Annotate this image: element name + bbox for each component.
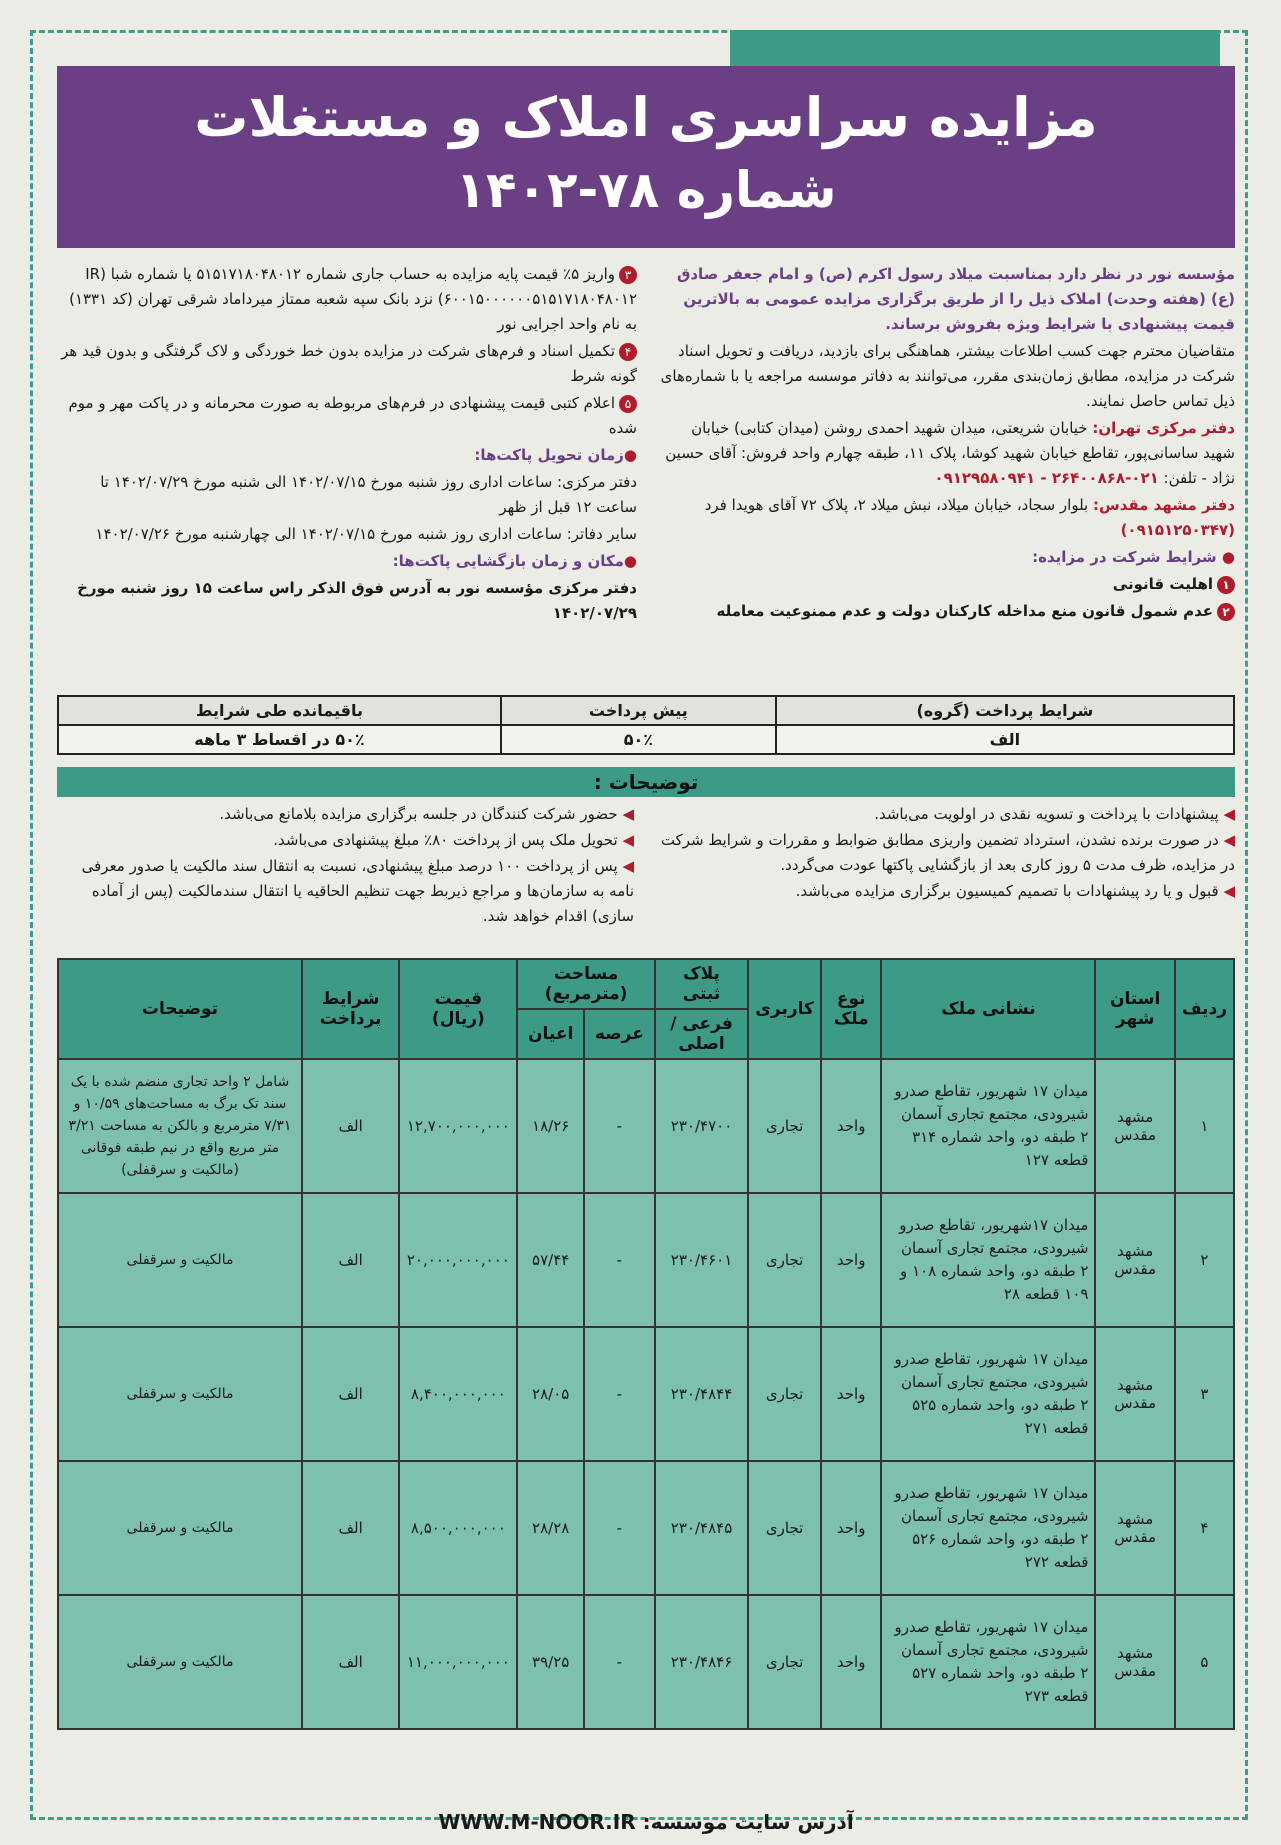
city-cell: مشهد مقدس: [1095, 1461, 1174, 1595]
description-cell: مالکیت و سرقفلی: [58, 1461, 302, 1595]
payment-cell: الف: [302, 1327, 399, 1461]
building-area-cell: ۲۸/۲۸: [517, 1461, 584, 1595]
city-cell: مشهد مقدس: [1095, 1193, 1174, 1327]
number-badge-icon: ۲: [1217, 603, 1235, 621]
opening-text: دفتر مرکزی مؤسسه نور به آدرس فوق الذکر راس ساعت ۱۵ روز شنبه مورخ ۱۴۰۲/۰۷/۲۹: [77, 579, 637, 622]
note-item: [658, 879, 1235, 904]
plaque-cell: ۲۳۰/۴۶۰۱: [655, 1193, 749, 1327]
opening-label-text: مکان و زمان بازگشایی پاکت‌ها:: [392, 552, 624, 570]
triangle-bullet-icon: ◀: [1223, 882, 1235, 900]
condition-item: [655, 572, 1235, 597]
row-number: ۵: [1175, 1595, 1234, 1729]
description-cell: مالکیت و سرقفلی: [58, 1327, 302, 1461]
plaque-cell: ۲۳۰/۴۷۰۰: [655, 1059, 749, 1193]
page-subtitle: شماره ۷۸-۱۴۰۲: [455, 161, 837, 219]
mashhad-office-label: دفتر مشهد مقدس:: [1093, 496, 1235, 514]
address-cell: میدان ۱۷ شهریور، تقاطع صدرو شیرودی، مجتمع تجاری آسمان ۲ طبقه دو، واحد شماره ۵۲۵ قطعه ۲۷۱: [881, 1327, 1095, 1461]
page-title: مزایده سراسری املاک و مستغلات: [194, 86, 1098, 149]
building-area-cell: ۳۹/۲۵: [517, 1595, 584, 1729]
note-text: تحویل ملک پس از پرداخت ۸۰٪ مبلغ پیشنهادی می‌باشد.: [273, 831, 618, 849]
payment-value-row: [58, 725, 1234, 754]
number-badge-icon: ۱: [1217, 576, 1235, 594]
type-cell: واحد: [821, 1461, 882, 1595]
header-usage: کاربری: [748, 959, 821, 1059]
payment-table: [57, 695, 1235, 755]
left-column: [57, 262, 637, 672]
number-badge-icon: ۳: [619, 266, 637, 284]
note-item: [57, 828, 634, 853]
table-row: [58, 1327, 1234, 1461]
tehran-office-text: خیابان شریعتی، میدان شهید احمدی روشن (میدان کتابی) خیابان شهید ساسانی‌پور، تقاطع خیابان شهید کوشا، پلاک ۱۱، طبقه چهارم واحد فروش: آقای حسین نژاد - تلفن:: [665, 419, 1235, 487]
header-desc: توضیحات: [58, 959, 302, 1059]
triangle-bullet-icon: ◀: [1223, 805, 1235, 823]
header-building: اعیان: [517, 1009, 584, 1059]
conditions-label-text: شرایط شرکت در مزایده:: [1032, 548, 1217, 566]
delivery-label-text: زمان تحویل پاکت‌ها:: [474, 446, 624, 464]
delivery-label: [57, 443, 637, 468]
type-cell: واحد: [821, 1327, 882, 1461]
header-address: نشانی ملک: [881, 959, 1095, 1059]
tehran-office-phone: ۰۲۱-۲۶۴۰۰۸۶۸ - ۰۹۱۲۹۵۸۰۹۴۱: [934, 469, 1159, 487]
condition-item: [655, 599, 1235, 624]
payment-header-remaining: باقیمانده طی شرایط: [58, 696, 501, 725]
building-area-cell: ۱۸/۲۶: [517, 1059, 584, 1193]
number-badge-icon: ۴: [619, 343, 637, 361]
price-cell: ۸,۴۰۰,۰۰۰,۰۰۰: [399, 1327, 517, 1461]
condition-text: تکمیل اسناد و فرم‌های شرکت در مزایده بدون خط خوردگی و لاک گرفتگی و بدون قید هر گونه شرط: [61, 342, 637, 385]
land-area-cell: -: [584, 1059, 655, 1193]
notes-section: [57, 802, 1235, 942]
triangle-bullet-icon: ◀: [622, 805, 634, 823]
property-table: [57, 958, 1235, 1730]
price-cell: ۱۱,۰۰۰,۰۰۰,۰۰۰: [399, 1595, 517, 1729]
footer-label: آدرس سایت موسسه:: [642, 1810, 854, 1834]
page-header: [57, 66, 1235, 248]
usage-cell: تجاری: [748, 1193, 821, 1327]
address-cell: میدان ۱۷ شهریور، تقاطع صدرو شیرودی، مجتمع تجاری آسمان ۲ طبقه دو، واحد شماره ۵۲۶ قطعه ۲۷۲: [881, 1461, 1095, 1595]
site-url-link[interactable]: WWW.M-NOOR.IR: [438, 1810, 636, 1834]
header-row-num: ردیف: [1175, 959, 1234, 1059]
header-area: مساحت (مترمربع): [517, 959, 654, 1009]
notes-right: [658, 802, 1235, 942]
header-land: عرصه: [584, 1009, 655, 1059]
usage-cell: تجاری: [748, 1059, 821, 1193]
header-accent-bar: [730, 30, 1220, 66]
table-row: [58, 1193, 1234, 1327]
header-payment: شرایط پرداخت: [302, 959, 399, 1059]
row-number: ۴: [1175, 1461, 1234, 1595]
condition-text: عدم شمول قانون منع مداخله کارکنان دولت و عدم ممنوعیت معامله: [716, 602, 1213, 620]
land-area-cell: -: [584, 1327, 655, 1461]
notes-left: [57, 802, 634, 942]
tehran-office-label: دفتر مرکزی تهران:: [1092, 419, 1235, 437]
plaque-cell: ۲۳۰/۴۸۴۵: [655, 1461, 749, 1595]
note-text: قبول و یا رد پیشنهادات با تصمیم کمیسیون برگزاری مزایده می‌باشد.: [795, 882, 1219, 900]
table-row: [58, 1461, 1234, 1595]
payment-remaining-value: ۵۰٪ در اقساط ۳ ماهه: [58, 725, 501, 754]
note-text: پس از پرداخت ۱۰۰ درصد مبلغ پیشنهادی، نسبت به انتقال سند مالکیت یا صدور معرفی نامه به سازمان‌ها و مراجع ذیربط جهت تنظیم الحاقیه یا انتقال سندمالکیت (پس از آماده سازی) اقدام خواهد شد.: [81, 857, 634, 925]
condition-item: [57, 262, 637, 337]
payment-header-row: [58, 696, 1234, 725]
payment-cell: الف: [302, 1193, 399, 1327]
plaque-cell: ۲۳۰/۴۸۴۶: [655, 1595, 749, 1729]
address-cell: میدان ۱۷ شهریور، تقاطع صدرو شیرودی، مجتمع تجاری آسمان ۲ طبقه دو، واحد شماره ۵۲۷ قطعه ۲۷۳: [881, 1595, 1095, 1729]
usage-cell: تجاری: [748, 1595, 821, 1729]
delivery-central: دفتر مرکزی: ساعات اداری روز شنبه مورخ ۱۴۰۲/۰۷/۱۵ الی شنبه مورخ ۱۴۰۲/۰۷/۲۹ تا ساعت ۱۲ قبل از ظهر: [100, 473, 637, 516]
intro-columns: [57, 262, 1235, 672]
land-area-cell: -: [584, 1461, 655, 1595]
condition-text: اعلام کتبی قیمت پیشنهادی در فرم‌های مربوطه به صورت محرمانه و در پاکت مهر و موم شده: [68, 394, 637, 437]
tehran-office: [655, 416, 1235, 491]
row-number: ۳: [1175, 1327, 1234, 1461]
triangle-bullet-icon: ◀: [1223, 831, 1235, 849]
note-text: حضور شرکت کنندگان در جلسه برگزاری مزایده بلامانع می‌باشد.: [219, 805, 618, 823]
note-item: [658, 802, 1235, 827]
payment-prepay-value: ۵۰٪: [501, 725, 776, 754]
payment-header-group: شرایط پرداخت (گروه): [776, 696, 1234, 725]
intro-text: مؤسسه نور در نظر دارد بمناسبت میلاد رسول اکرم (ص) و امام جعفر صادق (ع) (هفته وحدت) املاک ذیل را از طریق برگزاری مزایده عمومی به بالاترین قیمت پیشنهادی با شرایط ویژه بفروش برساند.: [676, 265, 1235, 333]
price-cell: ۱۲,۷۰۰,۰۰۰,۰۰۰: [399, 1059, 517, 1193]
site-footer: [57, 1810, 1235, 1840]
contact-intro: متقاضیان محترم جهت کسب اطلاعات بیشتر، هماهنگی برای بازدید، دریافت و تحویل اسناد شرکت در مزایده، مطابق زمان‌بندی مقرر، می‌توانند به دفاتر موسسه مراجعه یا با شماره‌های ذیل تماس حاصل نمایند.: [660, 342, 1235, 410]
address-cell: میدان ۱۷شهریور، تقاطع صدرو شیرودی، مجتمع تجاری آسمان ۲ طبقه دو، واحد شماره ۱۰۸ و ۱۰۹ قطعه ۲۸: [881, 1193, 1095, 1327]
description-cell: مالکیت و سرقفلی: [58, 1595, 302, 1729]
number-badge-icon: ۵: [619, 395, 637, 413]
building-area-cell: ۲۸/۰۵: [517, 1327, 584, 1461]
note-item: [57, 854, 634, 929]
price-cell: ۲۰,۰۰۰,۰۰۰,۰۰۰: [399, 1193, 517, 1327]
note-text: پیشنهادات با پرداخت و تسویه نقدی در اولویت می‌باشد.: [874, 805, 1219, 823]
header-plaque: پلاک ثبتی: [655, 959, 749, 1009]
bullet-icon: ●: [623, 446, 637, 464]
table-row: [58, 1059, 1234, 1193]
type-cell: واحد: [821, 1193, 882, 1327]
triangle-bullet-icon: ◀: [622, 831, 634, 849]
triangle-bullet-icon: ◀: [622, 857, 634, 875]
city-cell: مشهد مقدس: [1095, 1059, 1174, 1193]
payment-header-prepay: پیش پرداخت: [501, 696, 776, 725]
building-area-cell: ۵۷/۴۴: [517, 1193, 584, 1327]
header-price: قیمت (ریال): [399, 959, 517, 1059]
description-cell: شامل ۲ واحد تجاری منضم شده با یک سند تک برگ به مساحت‌های ۱۰/۵۹ و ۷/۳۱ مترمربع و بالکن به مساحت ۳/۲۱ متر مربع واقع در نیم طبقه فوقانی (مالکیت و سرقفلی): [58, 1059, 302, 1193]
payment-group-value: الف: [776, 725, 1234, 754]
delivery-other: سایر دفاتر: ساعات اداری روز شنبه مورخ ۱۴۰۲/۰۷/۱۵ الی چهارشنبه مورخ ۱۴۰۲/۰۷/۲۶: [95, 525, 637, 543]
type-cell: واحد: [821, 1595, 882, 1729]
condition-text: اهلیت قانونی: [1112, 575, 1213, 593]
address-cell: میدان ۱۷ شهریور، تقاطع صدرو شیرودی، مجتمع تجاری آسمان ۲ طبقه دو، واحد شماره ۳۱۴ قطعه ۱۲۷: [881, 1059, 1095, 1193]
right-column: [655, 262, 1235, 672]
opening-label: [57, 549, 637, 574]
land-area-cell: -: [584, 1193, 655, 1327]
row-number: ۲: [1175, 1193, 1234, 1327]
usage-cell: تجاری: [748, 1327, 821, 1461]
bullet-icon: ●: [623, 552, 637, 570]
type-cell: واحد: [821, 1059, 882, 1193]
header-plaque-sub: فرعی / اصلی: [655, 1009, 749, 1059]
plaque-cell: ۲۳۰/۴۸۴۴: [655, 1327, 749, 1461]
table-row: [58, 1595, 1234, 1729]
conditions-label: [655, 545, 1235, 570]
payment-cell: الف: [302, 1595, 399, 1729]
note-text: در صورت برنده نشدن، استرداد تضمین واریزی مطابق ضوابط و مقررات و شرایط شرکت در مزایده، ظرف مدت ۵ روز کاری بعد از بازگشایی پاکتها عودت می‌گردد.: [660, 831, 1235, 874]
condition-item: [57, 391, 637, 441]
condition-text: واریز ۵٪ قیمت پایه مزایده به حساب جاری شماره ۵۱۵۱۷۱۸۰۴۸۰۱۲ یا شماره شبا (IR ۶۰۰۱۵۰۰۰۰۰۰۵۱۵۱۷۱۸۰۴۸۰۱۲) نزد بانک سپه شعبه ممتاز میرداماد شرقی تهران (کد ۱۳۳۱) به نام واحد اجرایی نور: [69, 265, 637, 333]
header-city: استان شهر: [1095, 959, 1174, 1059]
notes-title: توضیحات :: [57, 767, 1235, 797]
mashhad-office-text: بلوار سجاد، خیابان میلاد، نبش میلاد ۲، پلاک ۷۲ آقای هویدا فرد: [704, 496, 1089, 514]
header-type: نوع ملک: [821, 959, 882, 1059]
condition-item: [57, 339, 637, 389]
table-header-row: [58, 959, 1234, 1009]
mashhad-office: [655, 493, 1235, 543]
description-cell: مالکیت و سرقفلی: [58, 1193, 302, 1327]
note-item: [57, 802, 634, 827]
row-number: ۱: [1175, 1059, 1234, 1193]
bullet-icon: ●: [1221, 548, 1235, 566]
usage-cell: تجاری: [748, 1461, 821, 1595]
city-cell: مشهد مقدس: [1095, 1327, 1174, 1461]
payment-cell: الف: [302, 1059, 399, 1193]
land-area-cell: -: [584, 1595, 655, 1729]
mashhad-office-phone: (۰۹۱۵۱۲۵۰۳۴۷): [1120, 521, 1235, 539]
price-cell: ۸,۵۰۰,۰۰۰,۰۰۰: [399, 1461, 517, 1595]
city-cell: مشهد مقدس: [1095, 1595, 1174, 1729]
payment-cell: الف: [302, 1461, 399, 1595]
note-item: [658, 828, 1235, 878]
